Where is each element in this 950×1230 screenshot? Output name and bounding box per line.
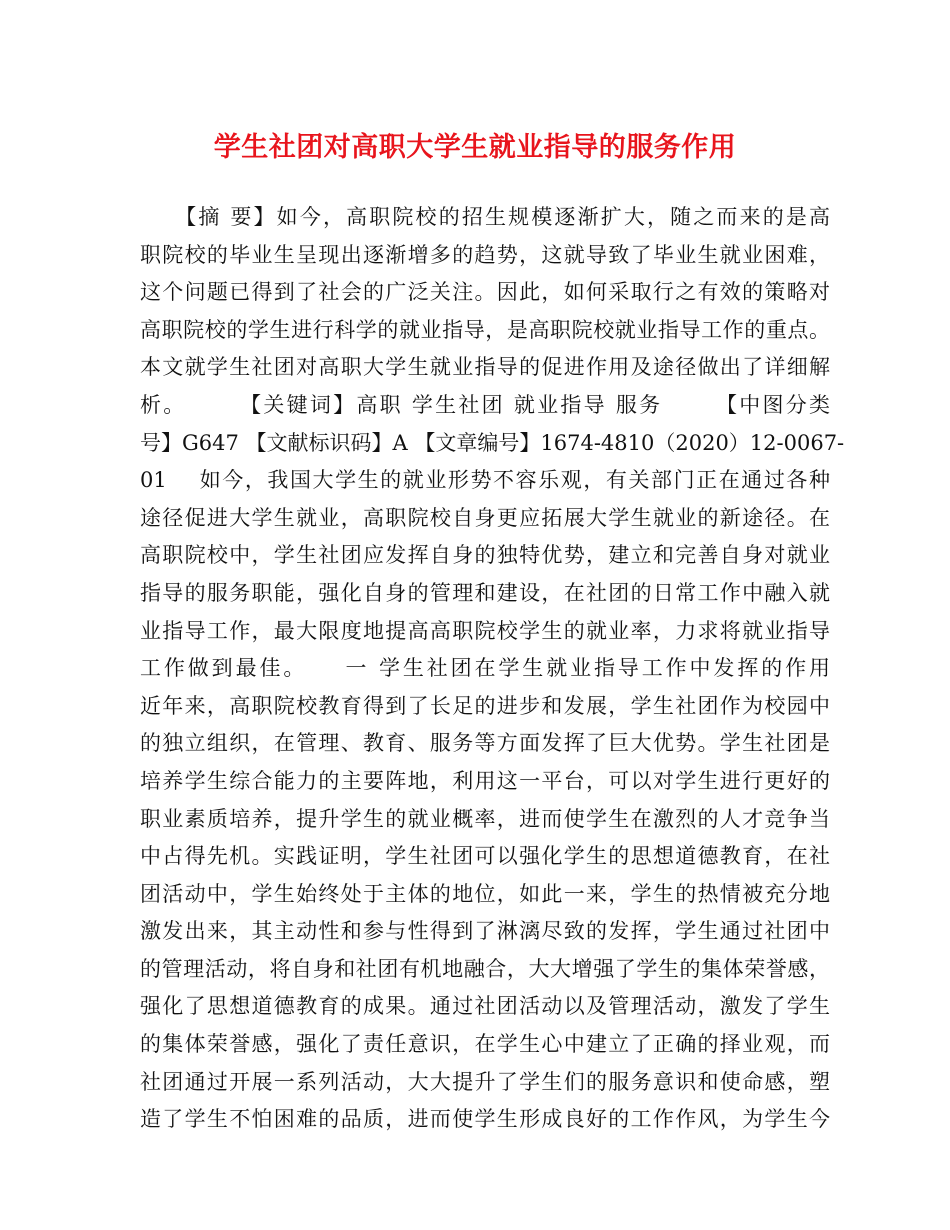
body-line: 的集体荣誉感，强化了责任意识，在学生心中建立了正确的择业观，而 [140, 1032, 830, 1057]
body-line: 指导的服务职能，强化自身的管理和建设，在社团的日常工作中融入就 [140, 580, 830, 605]
body-line: 号】G647 【文献标识码】A 【文章编号】1674-4810（2020）12-0067- [140, 430, 845, 455]
body-line: 强化了思想道德教育的成果。通过社团活动以及管理活动，激发了学生 [140, 994, 830, 1019]
body-line: 这个问题已得到了社会的广泛关注。因此，如何采取行之有效的策略对 [140, 280, 830, 305]
body-line: 析。 【关键词】高职 学生社团 就业指导 服务 【中图分类 [140, 392, 830, 417]
body-line: 高职院校的学生进行科学的就业指导，是高职院校就业指导工作的重点。 [140, 317, 830, 342]
body-line: 造了学生不怕困难的品质，进而使学生形成良好的工作作风，为学生今 [140, 1107, 830, 1132]
body-line: 团活动中，学生始终处于主体的地位，如此一来，学生的热情被充分地 [140, 881, 830, 906]
body-line: 本文就学生社团对高职大学生就业指导的促进作用及途径做出了详细解 [140, 355, 830, 380]
body-line: 的独立组织，在管理、教育、服务等方面发挥了巨大优势。学生社团是 [140, 731, 830, 756]
document-title: 学生社团对高职大学生就业指导的服务作用 [213, 132, 737, 163]
body-line: 01 如今，我国大学生的就业形势不容乐观，有关部门正在通过各种 [140, 468, 830, 493]
document-body [140, 199, 845, 1139]
body-line: 职业素质培养，提升学生的就业概率，进而使学生在激烈的人才竞争当 [140, 806, 830, 831]
body-line: 工作做到最佳。 一 学生社团在学生就业指导工作中发挥的作用 [140, 656, 830, 681]
body-line: 【摘 要】如今，高职院校的招生规模逐渐扩大，随之而来的是高 [140, 205, 830, 229]
body-line: 中占得先机。实践证明，学生社团可以强化学生的思想道德教育，在社 [140, 844, 830, 869]
body-line: 的管理活动，将自身和社团有机地融合，大大增强了学生的集体荣誉感， [140, 956, 830, 981]
body-line: 职院校的毕业生呈现出逐渐增多的趋势，这就导致了毕业生就业困难， [140, 242, 830, 267]
body-line: 培养学生综合能力的主要阵地，利用这一平台，可以对学生进行更好的 [140, 768, 830, 793]
body-line: 社团通过开展一系列活动，大大提升了学生们的服务意识和使命感，塑 [140, 1069, 830, 1094]
body-line: 途径促进大学生就业，高职院校自身更应拓展大学生就业的新途径。在 [140, 505, 830, 530]
body-line: 激发出来，其主动性和参与性得到了淋漓尽致的发挥，学生通过社团中 [140, 919, 830, 944]
body-line: 高职院校中，学生社团应发挥自身的独特优势，建立和完善自身对就业 [140, 543, 830, 568]
body-line: 业指导工作，最大限度地提高高职院校学生的就业率，力求将就业指导 [140, 618, 830, 643]
body-line: 近年来，高职院校教育得到了长足的进步和发展，学生社团作为校园中 [140, 693, 830, 718]
